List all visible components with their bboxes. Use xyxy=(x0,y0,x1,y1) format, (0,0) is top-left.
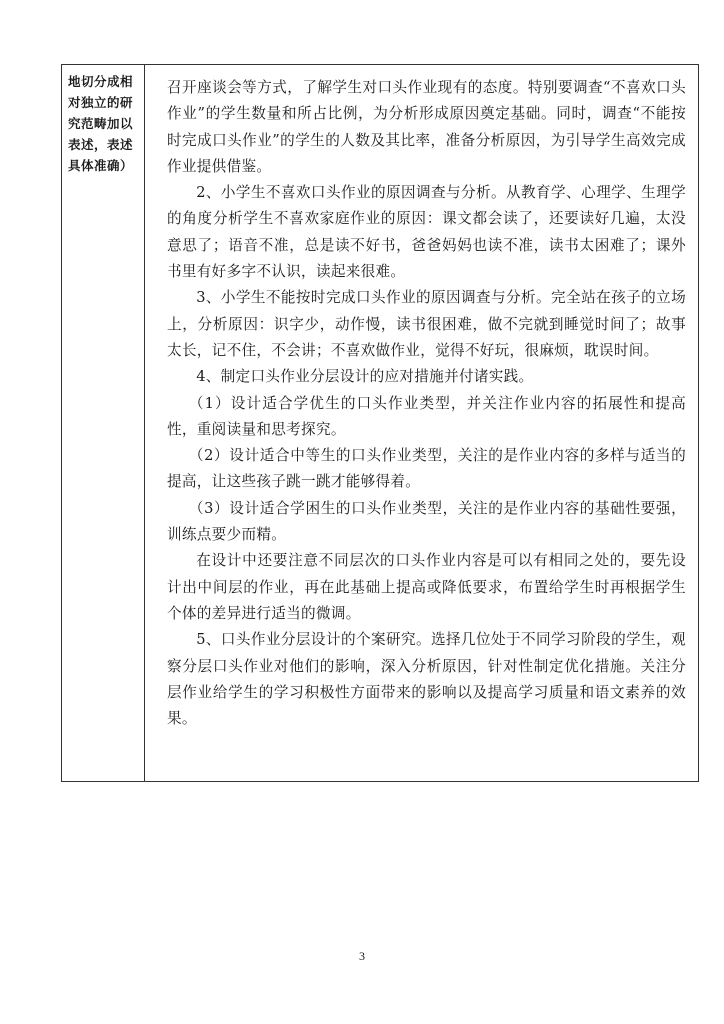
content-cell xyxy=(145,65,698,781)
paragraph-intro: 召开座谈会等方式，了解学生对口头作业现有的态度。特别要调查“不喜欢口头作业”的学生数量和所占比例，为分析形成原因奠定基础。同时，调查“不能按时完成口头作业”的学生的人数及其比率，准备分析原因，为引导学生高效完成作业提供借鉴。 xyxy=(167,79,686,175)
paragraph-sub-2: （2）设计适合中等生的口头作业类型，关注的是作业内容的多样与适当的提高，让这些孩子跳一跳才能够得着。 xyxy=(167,447,686,491)
row-label-line: 具体准确） xyxy=(68,158,134,173)
row-label-cell xyxy=(62,65,145,781)
paragraph-item-5: 5、口头作业分层设计的个案研究。选择几位处于不同学习阶段的学生，观察分层口头作业对他们的影响，深入分析原因，针对性制定优化措施。关注分层作业给学生的学习积极性方面带来的影响以及提高学习质量和语文素养的效果。 xyxy=(167,631,686,728)
row-label-line: 究范畴加以 xyxy=(68,116,134,131)
paragraph-sub-3: （3）设计适合学困生的口头作业类型，关注的是作业内容的基础性要强，训练点要少而精。 xyxy=(167,499,686,544)
row-label-line: 对独立的研 xyxy=(68,95,134,110)
paragraph-note: 在设计中还要注意不同层次的口头作业内容是可以有相同之处的，要先设计出中间层的作业，再在此基础上提高或降低要求，布置给学生时再根据学生个体的差异进行适当的微调。 xyxy=(167,552,686,622)
paragraph-item-4: 4、制定口头作业分层设计的应对措施并付诸实践。 xyxy=(196,368,534,386)
row-label-line: 表述，表述 xyxy=(68,137,134,152)
paragraph-item-2: 2、小学生不喜欢口头作业的原因调查与分析。从教育学、心理学、生理学的角度分析学生不喜欢家庭作业的原因：课文都会读了，还要读好几遍，太没意思了；语音不准，总是读不好书，爸爸妈妈也读不准，读书太困难了；课外书里有好多字不认识，读起来很难。 xyxy=(167,184,686,281)
row-label-line: 地切分成相 xyxy=(68,74,134,89)
page-number: 3 xyxy=(359,949,365,963)
document-table xyxy=(61,64,699,782)
paragraph-sub-1: （1）设计适合学优生的口头作业类型，并关注作业内容的拓展性和提高性，重阅读量和思考探究。 xyxy=(167,394,686,438)
paragraph-item-3: 3、小学生不能按时完成口头作业的原因调查与分析。完全站在孩子的立场上，分析原因：识字少，动作慢，读书很困难，做不完就到睡觉时间了；故事太长，记不住，不会讲；不喜欢做作业，觉得不好玩，很麻烦，耽误时间。 xyxy=(167,289,686,359)
